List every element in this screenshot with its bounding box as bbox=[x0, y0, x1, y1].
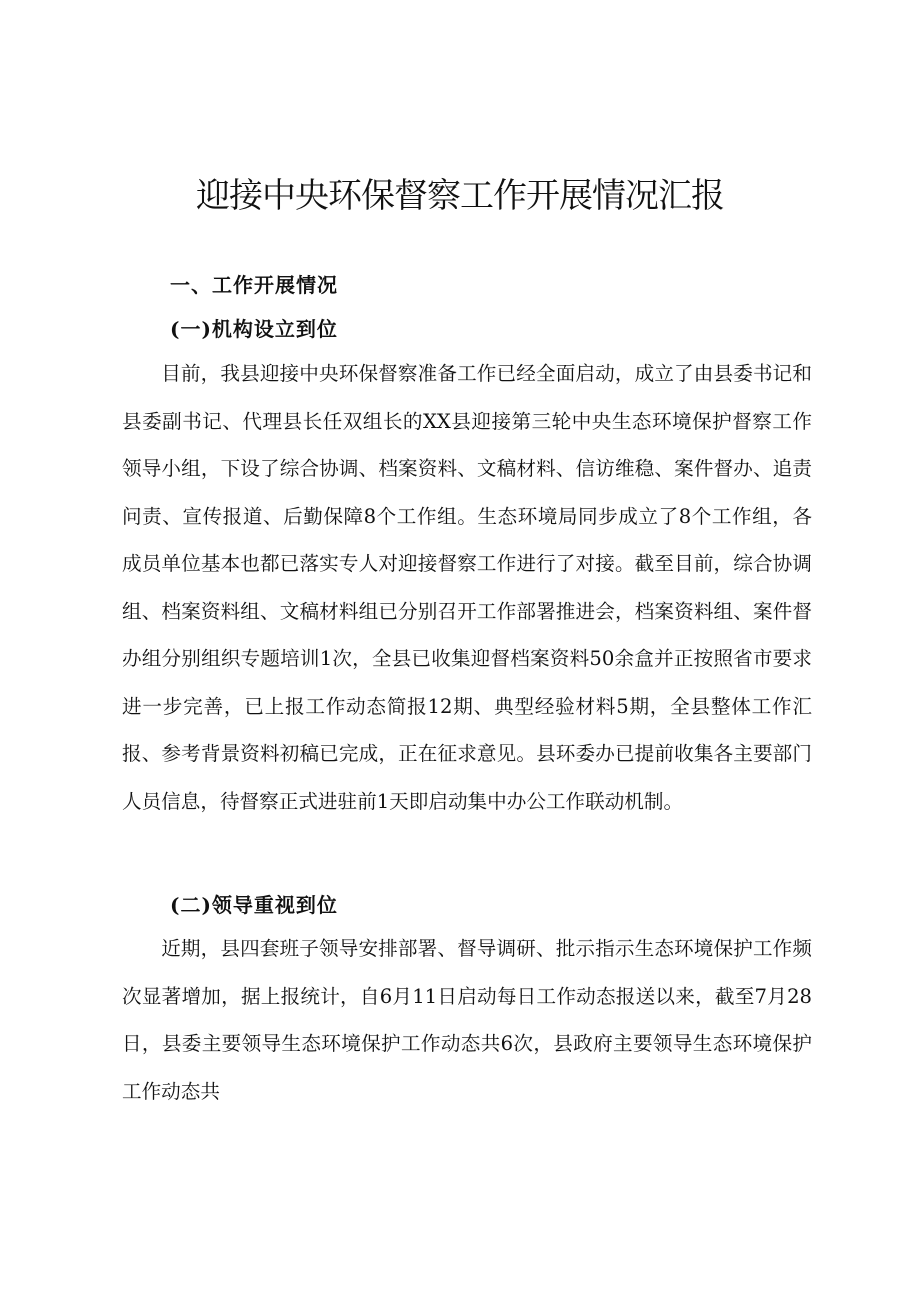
subsection-heading-organization: (一)机构设立到位 bbox=[170, 317, 338, 341]
paragraph-leadership: 近期，县四套班子领导安排部署、督导调研、批示指示生态环境保护工作频次显著增加，据上报统计，自6月11日启动每日工作动态报送以来，截至7月28日，县委主要领导生态环境保护工作动态共6次，县政府主要领导生态环境保护工作动态共 bbox=[122, 937, 812, 1103]
document-title: 迎接中央环保督察工作开展情况汇报 bbox=[196, 176, 724, 216]
paragraph-organization: 目前，我县迎接中央环保督察准备工作已经全面启动，成立了由县委书记和县委副书记、代理县长任双组长的XX县迎接第三轮中央生态环境保护督察工作领导小组，下设了综合协调、档案资料、文稿材料、信访维稳、案件督办、追责问责、宣传报道、后勤保障8个工作组。生态环境局同步成立了8个工作组，各成员单位基本也都已落实专人对迎接督察工作进行了对接。截至目前，综合协调组、档案资料组、文稿材料组已分别召开工作部署推进会，档案资料组、案件督办组分别组织专题培训1次，全县已收集迎督档案资料50余盒并正按照省市要求进一步完善，已上报工作动态简报12期、典型经验材料5期，全县整体工作汇报、参考背景资料初稿已完成，正在征求意见。县环委办已提前收集各主要部门人员信息，待督察正式进驻前1天即启动集中办公工作联动机制。 bbox=[122, 362, 812, 813]
subsection-heading-leadership: (二)领导重视到位 bbox=[170, 893, 338, 917]
section-heading-work-progress: 一、工作开展情况 bbox=[170, 273, 338, 297]
